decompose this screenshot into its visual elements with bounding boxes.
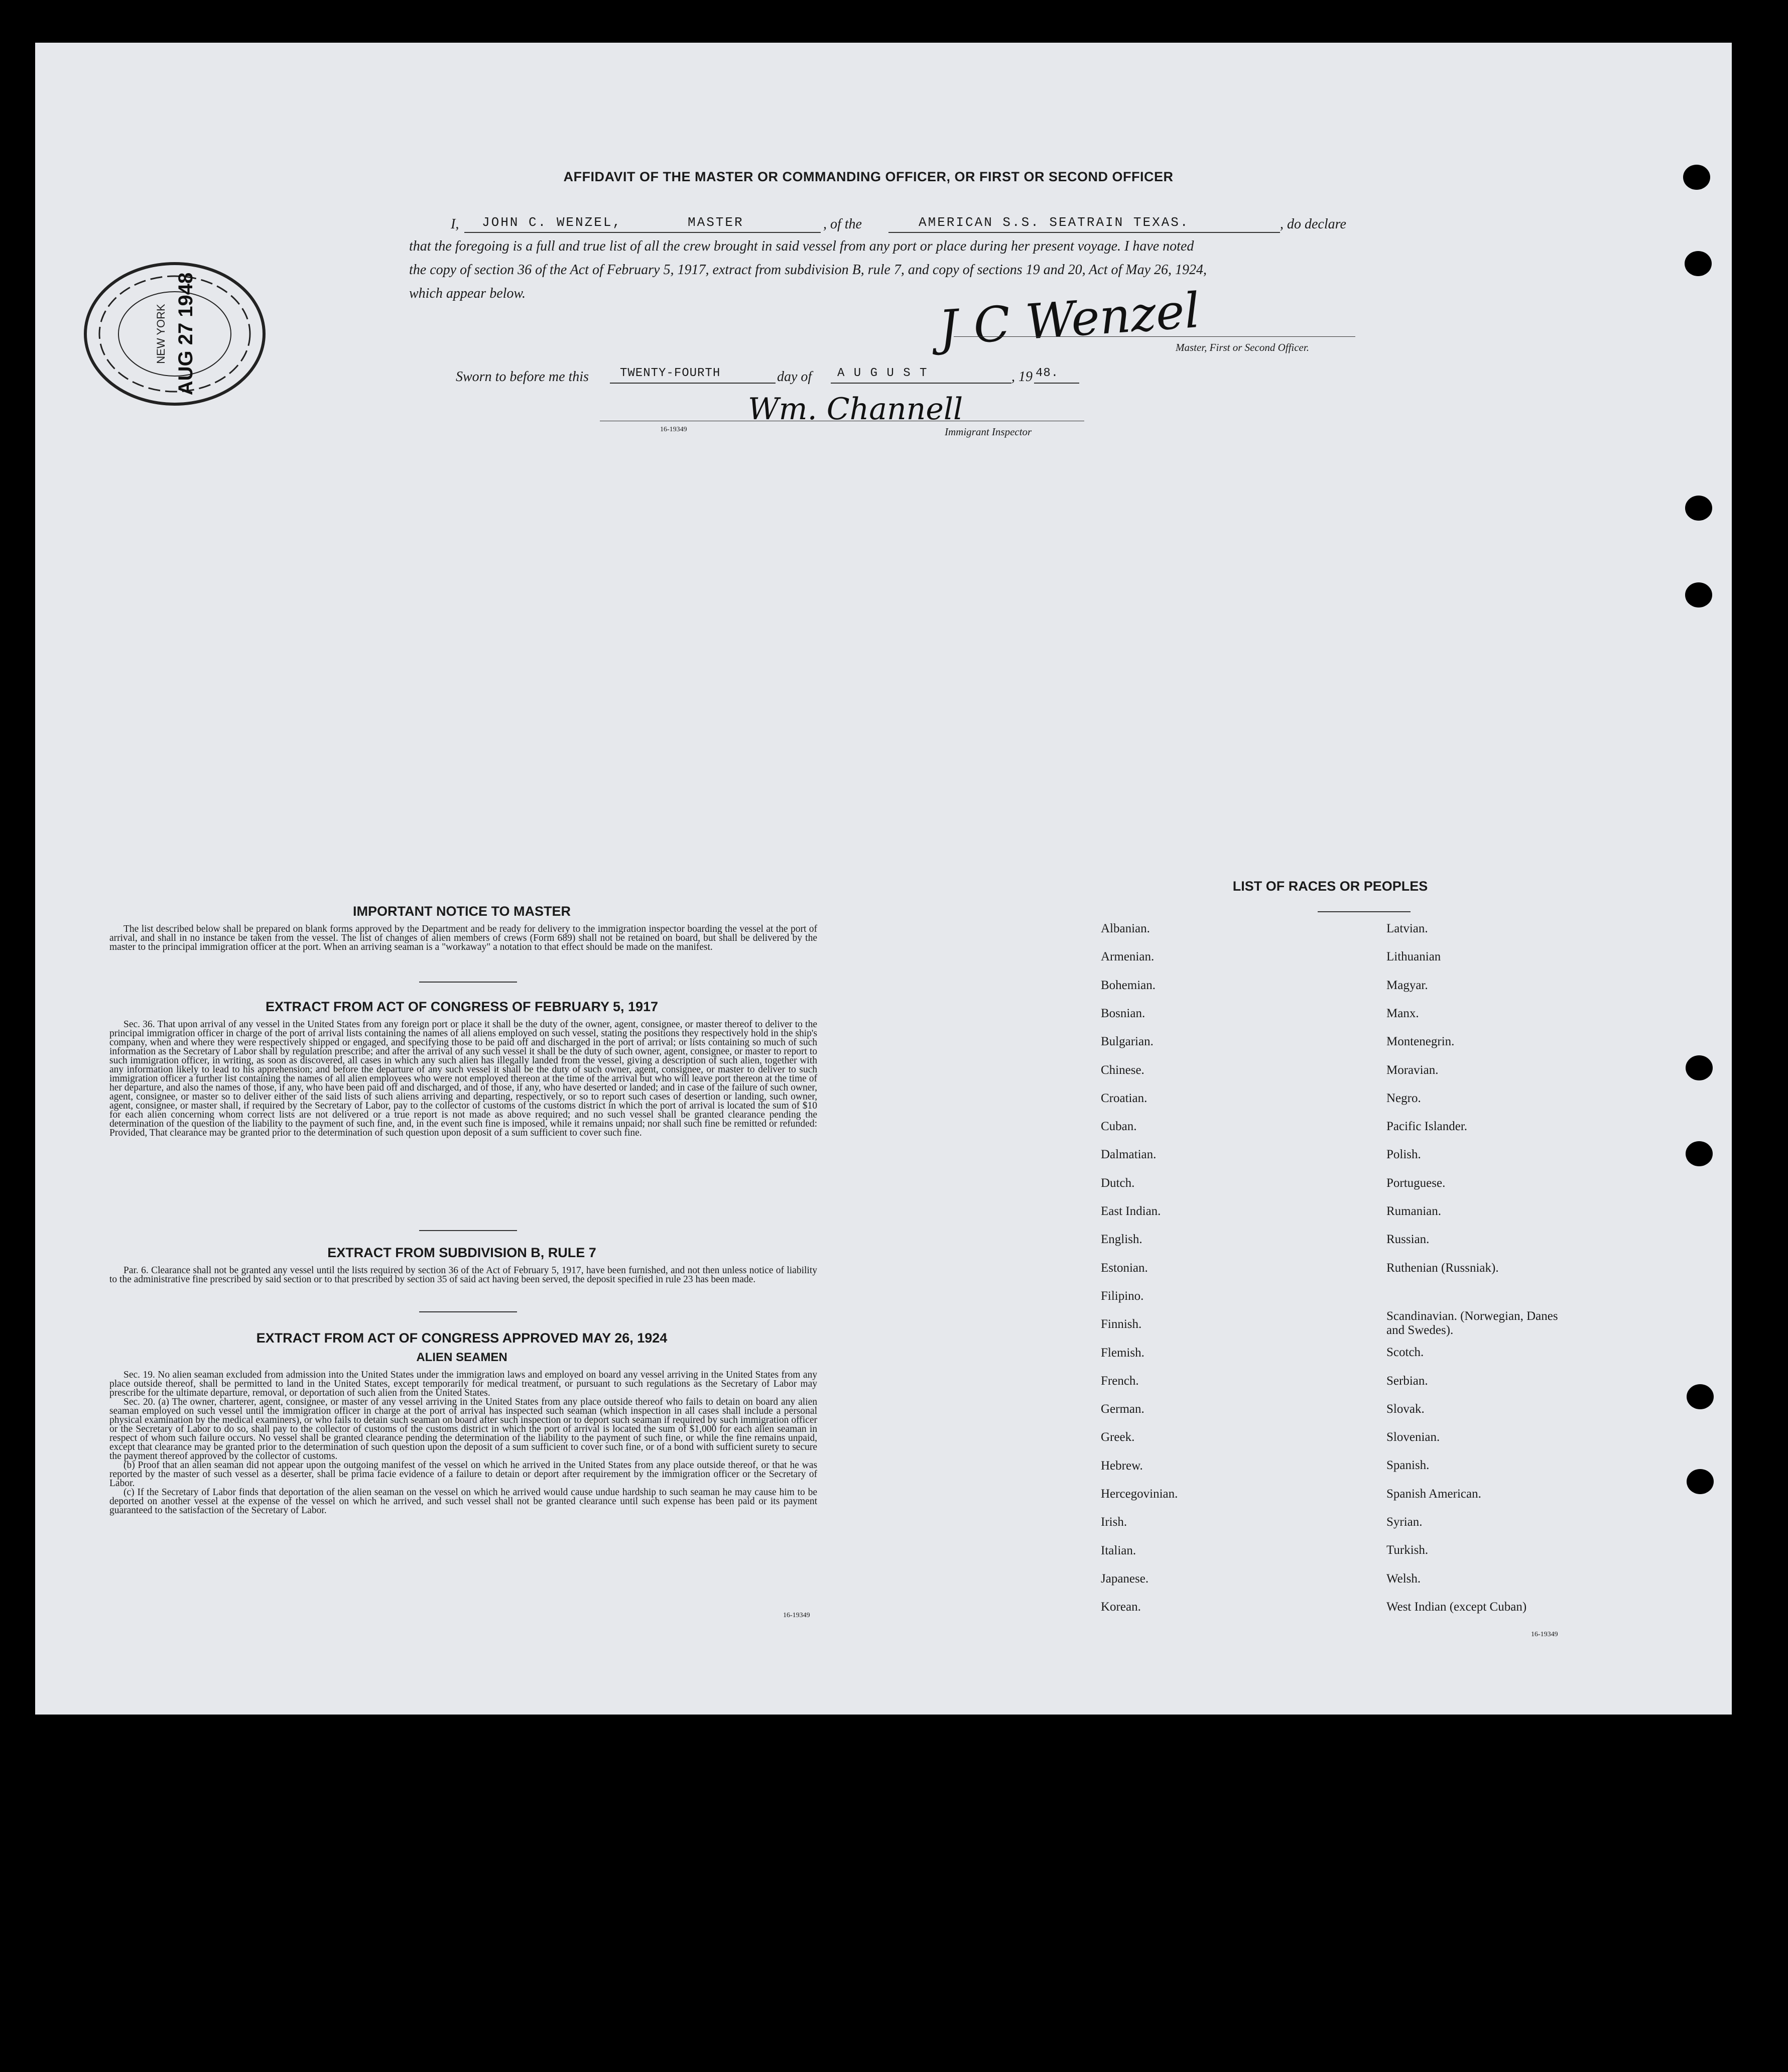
race-item: Scotch.	[1386, 1346, 1424, 1359]
sworn-month-field: A U G U S T	[837, 367, 928, 380]
race-item: Pacific Islander.	[1386, 1120, 1468, 1133]
race-item: Spanish.	[1386, 1458, 1430, 1472]
race-item: Cuban.	[1101, 1120, 1137, 1133]
binder-hole	[1686, 1141, 1713, 1166]
affidavit-line-4: which appear below.	[409, 286, 526, 301]
race-item: Russian.	[1386, 1233, 1430, 1246]
par-6-paragraph: Par. 6. Clearance shall not be granted any vessel until the lists required by section 36 of the Act of February 5, 1917, have been furnished, and not then unless notice of liability to the administrative fine prescribed by said section or to that prescribed by section 35 of said act having been served, the deposit specified in rule 23 has been made.	[109, 1265, 817, 1285]
binder-hole	[1686, 1055, 1713, 1080]
year-field: 48.	[1036, 367, 1059, 380]
affidavit-line-3: the copy of section 36 of the Act of February 5, 1917, extract from subdivision B, rule 7, and copy of sections 19 and 20, Act of May 26, 1924,	[409, 262, 1207, 278]
sec-19-paragraph: Sec. 19. No alien seaman excluded from admission into the United States under the immigration laws and employed on board any vessel arriving in the United States from any place outside thereof, shall be permitted to land in the United States, except temporarily for medical treatment, or pursuant to such regulations as the Secretary of Labor may prescribe for the ultimate departure, removal, or deportation of such alien from the United States.	[109, 1370, 817, 1398]
race-item: Turkish.	[1386, 1543, 1429, 1557]
race-item: Dutch.	[1101, 1176, 1135, 1190]
race-item: Portuguese.	[1386, 1176, 1446, 1190]
race-item: Ruthenian (Russniak).	[1386, 1261, 1499, 1275]
race-item: Manx.	[1386, 1007, 1419, 1020]
race-item: Scandinavian. (Norwegian, Danes and Swedes).	[1386, 1309, 1558, 1337]
race-item: Armenian.	[1101, 950, 1155, 963]
inspector-signature: Wm. Channell	[748, 392, 963, 427]
stamp-city: NEW YORK	[155, 304, 167, 364]
notice-text	[109, 925, 817, 952]
master-name-field: JOHN C. WENZEL,	[482, 215, 622, 230]
race-item: West Indian (except Cuban)	[1386, 1600, 1527, 1614]
race-item: East Indian.	[1101, 1204, 1161, 1218]
race-item: Irish.	[1101, 1515, 1127, 1529]
race-item: Dalmatian.	[1101, 1148, 1157, 1161]
binder-hole	[1683, 165, 1710, 190]
sworn-day-underline	[610, 383, 776, 384]
notice-title: IMPORTANT NOTICE TO MASTER	[353, 904, 571, 919]
race-item: Croatian.	[1101, 1091, 1147, 1105]
race-item: English.	[1101, 1233, 1142, 1246]
sec-20a-paragraph: Sec. 20. (a) The owner, charterer, agent, consignee, or master of any vessel arriving in the United States from any place outside thereof who fails to detain on board any alien seaman employed on such vessel until the immigration officer in charge at the port of arrival has inspected such seaman (which inspection in all cases shall include a personal physical examination by the medical examiners), or who fails to detain such seaman on board after such inspection or to deport such seaman if required by such immigration officer or the Secretary of Labor to do so, shall pay to the collector of customs of the customs district in which the port of arrival is located the sum of $1,000 for each alien seaman in respect of whom such failure occurs. No vessel shall be granted clearance pending the determination of the liability to the payment of such fine, or while the fine remains unpaid, except that clearance may be granted prior to the determination of such question upon the deposit of a sum sufficient to cover such fine, or of a bond with sufficient surety to secure the payment thereof approved by the collector of customs.	[109, 1397, 817, 1461]
race-item: Lithuanian	[1386, 950, 1441, 963]
race-item: Moravian.	[1386, 1063, 1439, 1077]
binder-hole	[1685, 496, 1712, 521]
date-stamp	[74, 251, 280, 417]
extract-1924-title: EXTRACT FROM ACT OF CONGRESS APPROVED MAY 26, 1924	[256, 1330, 668, 1346]
form-number: 16-19349	[660, 426, 687, 433]
year-underline	[1034, 383, 1079, 384]
day-of-text: day of	[777, 369, 812, 385]
affidavit-title: AFFIDAVIT OF THE MASTER OR COMMANDING OFFICER, OR FIRST OR SECOND OFFICER	[563, 169, 1174, 184]
year-prefix: , 19	[1011, 369, 1033, 385]
master-label: Master, First or Second Officer.	[1176, 341, 1309, 353]
race-item: Slovenian.	[1386, 1430, 1440, 1444]
master-signature-line	[954, 336, 1355, 337]
race-item: German.	[1101, 1402, 1144, 1416]
binder-hole	[1685, 251, 1712, 276]
sworn-month-underline	[831, 383, 1011, 384]
sworn-day-field: TWENTY-FOURTH	[620, 367, 721, 380]
race-item: Rumanian.	[1386, 1204, 1442, 1218]
do-declare-text: , do declare	[1280, 216, 1346, 232]
binder-hole	[1685, 582, 1712, 607]
race-item: Italian.	[1101, 1544, 1136, 1557]
races-divider	[1318, 911, 1411, 912]
notice-paragraph: The list described below shall be prepared on blank forms approved by the Department and be ready for delivery to the immigration inspector boarding the vessel at the port of arrival, and shall in no instance be taken from the vessel. The list of changes of alien members of crews (Form 689) shall not be retained on board, but shall be delivered by the master to the principal immigration officer at the port. When an arriving seaman is a "workaway" a notation to that effect should be made on the manifest.	[109, 924, 817, 952]
race-item: Hebrew.	[1101, 1459, 1143, 1473]
name-underline	[464, 232, 821, 233]
section-divider	[419, 982, 517, 983]
race-item: Bosnian.	[1101, 1007, 1145, 1020]
race-item: Bohemian.	[1101, 979, 1156, 992]
binder-hole	[1687, 1384, 1714, 1409]
section-divider	[419, 1311, 517, 1312]
section-36-paragraph: Sec. 36. That upon arrival of any vessel in the United States from any foreign port or place it shall be the duty of the owner, agent, consignee, or master thereof to deliver to the principal immigration officer in charge of the port of arrival lists containing the names of all aliens employed on such vessel, stating the positions they respectively hold in the ship's company, when and where they were respectively shipped or engaged, and specifying those to be paid off and discharged in the port of arrival; or lists containing so much of such information as the Secretary of Labor shall by regulation prescribe; and after the arrival of any such vessel it shall be the duty of such owner, agent, consignee, or master to report to such immigration officer, in writing, as soon as discovered, all cases in which any such alien has illegally landed from the vessel, giving a description of such alien, together with any information likely to lead to his apprehension; and before the departure of any such vessel it shall be the duty of such owner, agent, consignee, or master to deliver to such immigration officer a further list containing the names of all alien employees who were not employed thereon at the time of the arrival but who will leave port thereon at the time of her departure, and also the names of those, if any, who have been paid off and discharged, and of those, if any, who have deserted or landed; and in case of the failure of such owner, agent, consignee, or master so to deliver either of the said lists of such aliens arriving and departing, respectively, or so to report such cases of desertion or landing, such owner, agent, consignee, or master shall, if required by the Secretary of Labor, pay to the collector of customs of the customs district in which the port of arrival is located the sum of $10 for each alien concerning whom correct lists are not delivered or a true report is not made as above required; and no such vessel shall be granted clearance pending the determination of the question of the liability to the payment of such fine, and, in the event such fine is imposed, while it remains unpaid; nor shall such fine be remitted or refunded: Provided, That clearance may be granted prior to the determination of such question upon deposit of a sum sufficient to cover such fine.	[109, 1019, 817, 1138]
race-item: Hercegovinian.	[1101, 1487, 1178, 1501]
races-title: LIST OF RACES OR PEOPLES	[1232, 879, 1428, 894]
race-item: Bulgarian.	[1101, 1035, 1154, 1048]
race-item: Chinese.	[1101, 1063, 1144, 1077]
extract-1924-text	[109, 1371, 817, 1515]
race-item: Magyar.	[1386, 979, 1428, 992]
race-item: Flemish.	[1101, 1346, 1144, 1360]
race-item: Slovak.	[1386, 1402, 1425, 1416]
race-item: Polish.	[1386, 1148, 1421, 1161]
stamp-date: AUG 27 1948	[175, 272, 197, 396]
race-item: Welsh.	[1386, 1572, 1421, 1586]
sworn-text: Sworn to before me this	[456, 369, 589, 385]
inspector-label: Immigrant Inspector	[945, 426, 1032, 438]
race-item: Serbian.	[1386, 1374, 1428, 1388]
race-item: Finnish.	[1101, 1317, 1142, 1331]
affidavit-prefix: I,	[451, 216, 459, 232]
race-item: Japanese.	[1101, 1572, 1149, 1586]
race-item: Korean.	[1101, 1600, 1141, 1614]
race-item: Latvian.	[1386, 922, 1428, 935]
vessel-name-field: AMERICAN S.S. SEATRAIN TEXAS.	[919, 215, 1190, 230]
race-item: Estonian.	[1101, 1261, 1148, 1275]
section-divider	[419, 1230, 517, 1231]
binder-hole	[1687, 1469, 1714, 1494]
race-item: Filipino.	[1101, 1289, 1144, 1303]
race-item: Albanian.	[1101, 922, 1150, 935]
race-item: French.	[1101, 1374, 1139, 1388]
extract-1917-text	[109, 1020, 817, 1138]
race-item: Greek.	[1101, 1430, 1135, 1444]
affidavit-line-2: that the foregoing is a full and true list of all the crew brought in said vessel from any port or place during her present voyage. I have noted	[409, 238, 1194, 254]
master-rank-field: MASTER	[688, 215, 744, 230]
race-item: Syrian.	[1386, 1515, 1423, 1529]
race-item: Spanish American.	[1386, 1487, 1481, 1501]
race-item: Montenegrin.	[1386, 1035, 1455, 1048]
form-number: 16-19349	[1531, 1631, 1558, 1638]
rule-7-text	[109, 1266, 817, 1284]
race-item: Negro.	[1386, 1091, 1421, 1105]
master-signature: J C Wenzel	[937, 282, 1202, 357]
vessel-underline	[888, 232, 1280, 233]
sec-20b-paragraph: (b) Proof that an alien seaman did not appear upon the outgoing manifest of the vessel on which he arrived in the United States from any place outside thereof, or that he was reported by the master of such vessel as a deserter, shall be prima facie evidence of a failure to detain or deport after requirement by the immigration officer or the Secretary of Labor.	[109, 1460, 817, 1489]
rule-7-title: EXTRACT FROM SUBDIVISION B, RULE 7	[327, 1245, 596, 1260]
alien-seamen-subtitle: ALIEN SEAMEN	[416, 1351, 507, 1364]
extract-1917-title: EXTRACT FROM ACT OF CONGRESS OF FEBRUARY 5, 1917	[265, 999, 659, 1014]
form-number: 16-19349	[783, 1612, 810, 1619]
of-the-text: , of the	[823, 216, 862, 232]
sec-20c-paragraph: (c) If the Secretary of Labor finds that deportation of the alien seaman on the vessel on which he arrived would cause undue hardship to such seaman he may cause him to be deported on another vessel at the expense of the vessel on which he arrived, and such vessel shall not be granted clearance until such expense has been paid or its payment guaranteed to the satisfaction of the Secretary of Labor.	[109, 1487, 817, 1516]
